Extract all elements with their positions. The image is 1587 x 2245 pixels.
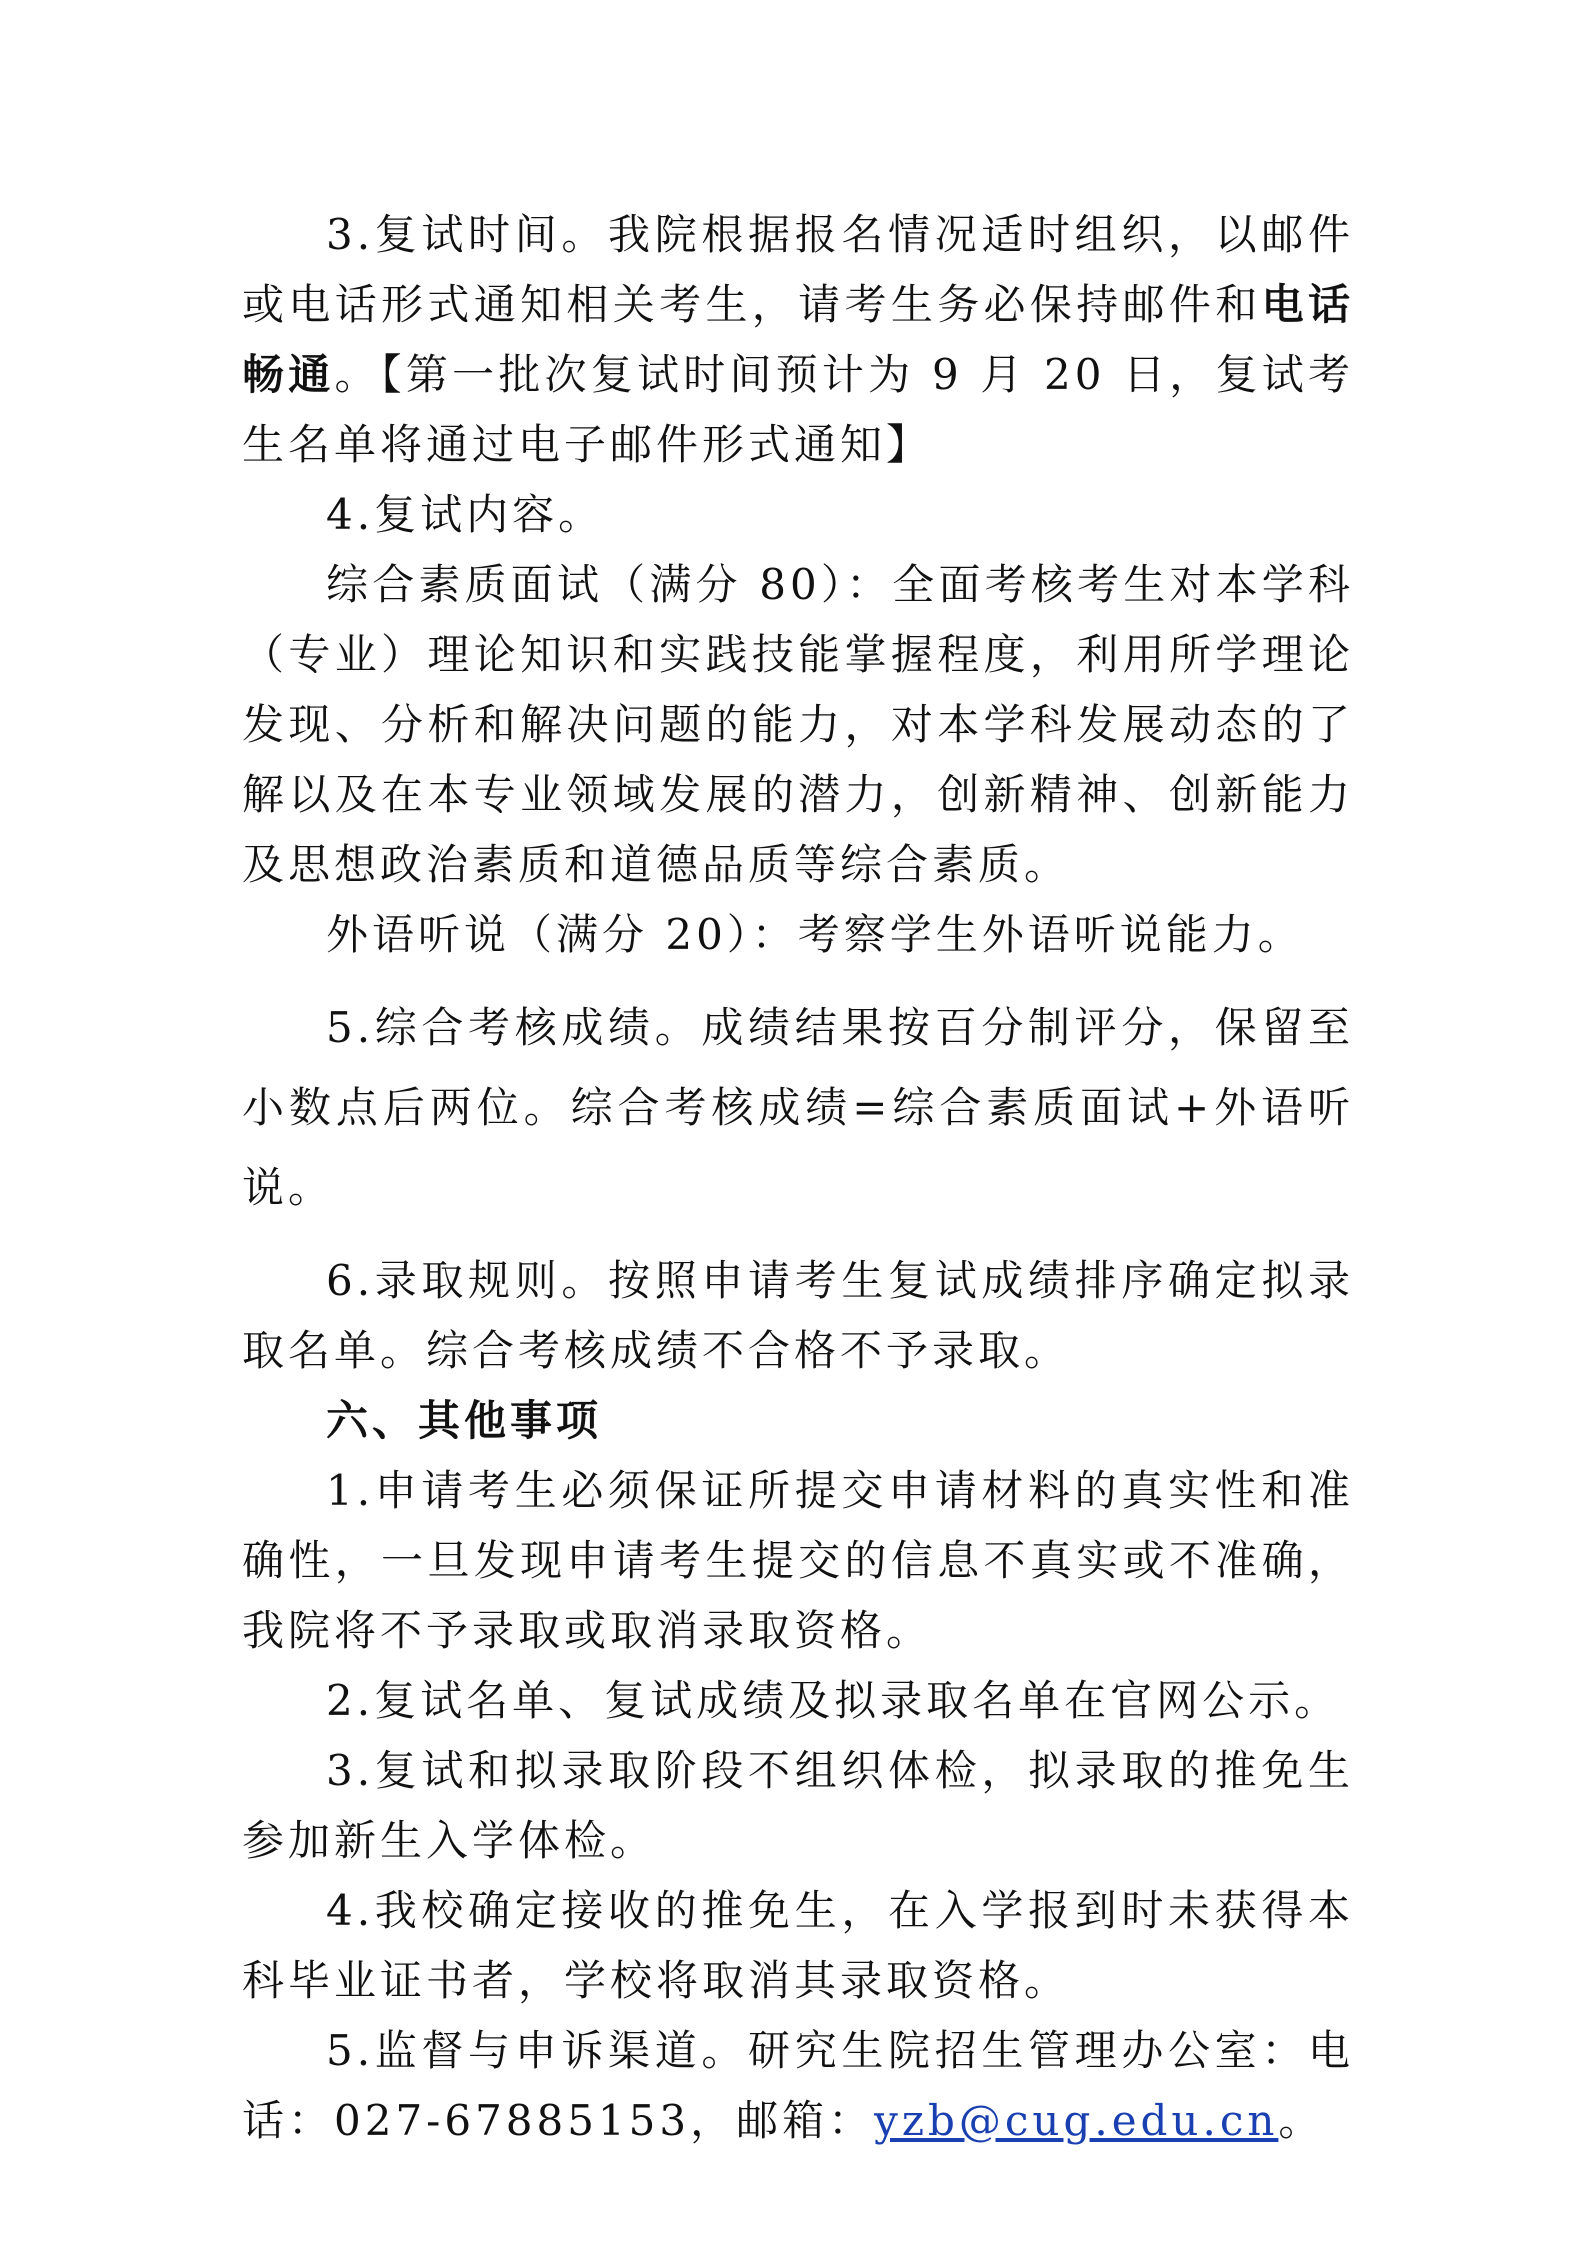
paragraph-text: 。【第一批次复试时间预计为 9 月 20 日，复试考生名单将通过电子邮件形式通知】: [242, 350, 1354, 469]
email-link[interactable]: yzb@cug.edu.cn: [874, 2096, 1279, 2145]
paragraph-retest-content: 4.复试内容。: [326, 490, 605, 539]
paragraph-text: 3.复试时间。我院根据报名情况适时组织，以邮件或电话形式通知相关考生，请考生务必保持邮件和: [242, 210, 1354, 329]
section-heading-other: 六、其他事项: [326, 1396, 603, 1445]
paragraph-retest-time: [242, 200, 1354, 480]
paragraph-other-3: 3.复试和拟录取阶段不组织体检，拟录取的推免生参加新生入学体检。: [242, 1746, 1354, 1865]
paragraph-other-4: 4.我校确定接收的推免生，在入学报到时未获得本科毕业证书者，学校将取消其录取资格。: [242, 1886, 1354, 2005]
paragraph-other-2: 2.复试名单、复试成绩及拟录取名单在官网公示。: [326, 1676, 1341, 1725]
paragraph-other-5: [242, 2016, 1354, 2156]
paragraph-end: 。: [1278, 2096, 1325, 2145]
paragraph-admission: 6.录取规则。按照申请考生复试成绩排序确定拟录取名单。综合考核成绩不合格不予录取。: [242, 1256, 1354, 1375]
paragraph-text: 5.监督与申诉渠道。研究生院招生管理办公室：电话：027-67885153，邮箱：: [242, 2026, 1354, 2145]
document-page: [242, 200, 1354, 2156]
paragraph-foreign-language: 外语听说（满分 20）：考察学生外语听说能力。: [326, 910, 1304, 959]
paragraph-other-1: 1.申请考生必须保证所提交申请材料的真实性和准确性，一旦发现申请考生提交的信息不真实或不准确，我院将不予录取或取消录取资格。: [242, 1466, 1354, 1655]
bold-text: 电话畅通: [242, 280, 1354, 399]
paragraph-score: 5.综合考核成绩。成绩结果按百分制评分，保留至小数点后两位。综合考核成绩=综合素质面试+外语听说。: [242, 1003, 1354, 1212]
paragraph-interview: 综合素质面试（满分 80）：全面考核考生对本学科（专业）理论知识和实践技能掌握程度，利用所学理论发现、分析和解决问题的能力，对本学科发展动态的了解以及在本专业领域发展的潜力，创新精神、创新能力及思想政治素质和道德品质等综合素质。: [242, 560, 1354, 889]
